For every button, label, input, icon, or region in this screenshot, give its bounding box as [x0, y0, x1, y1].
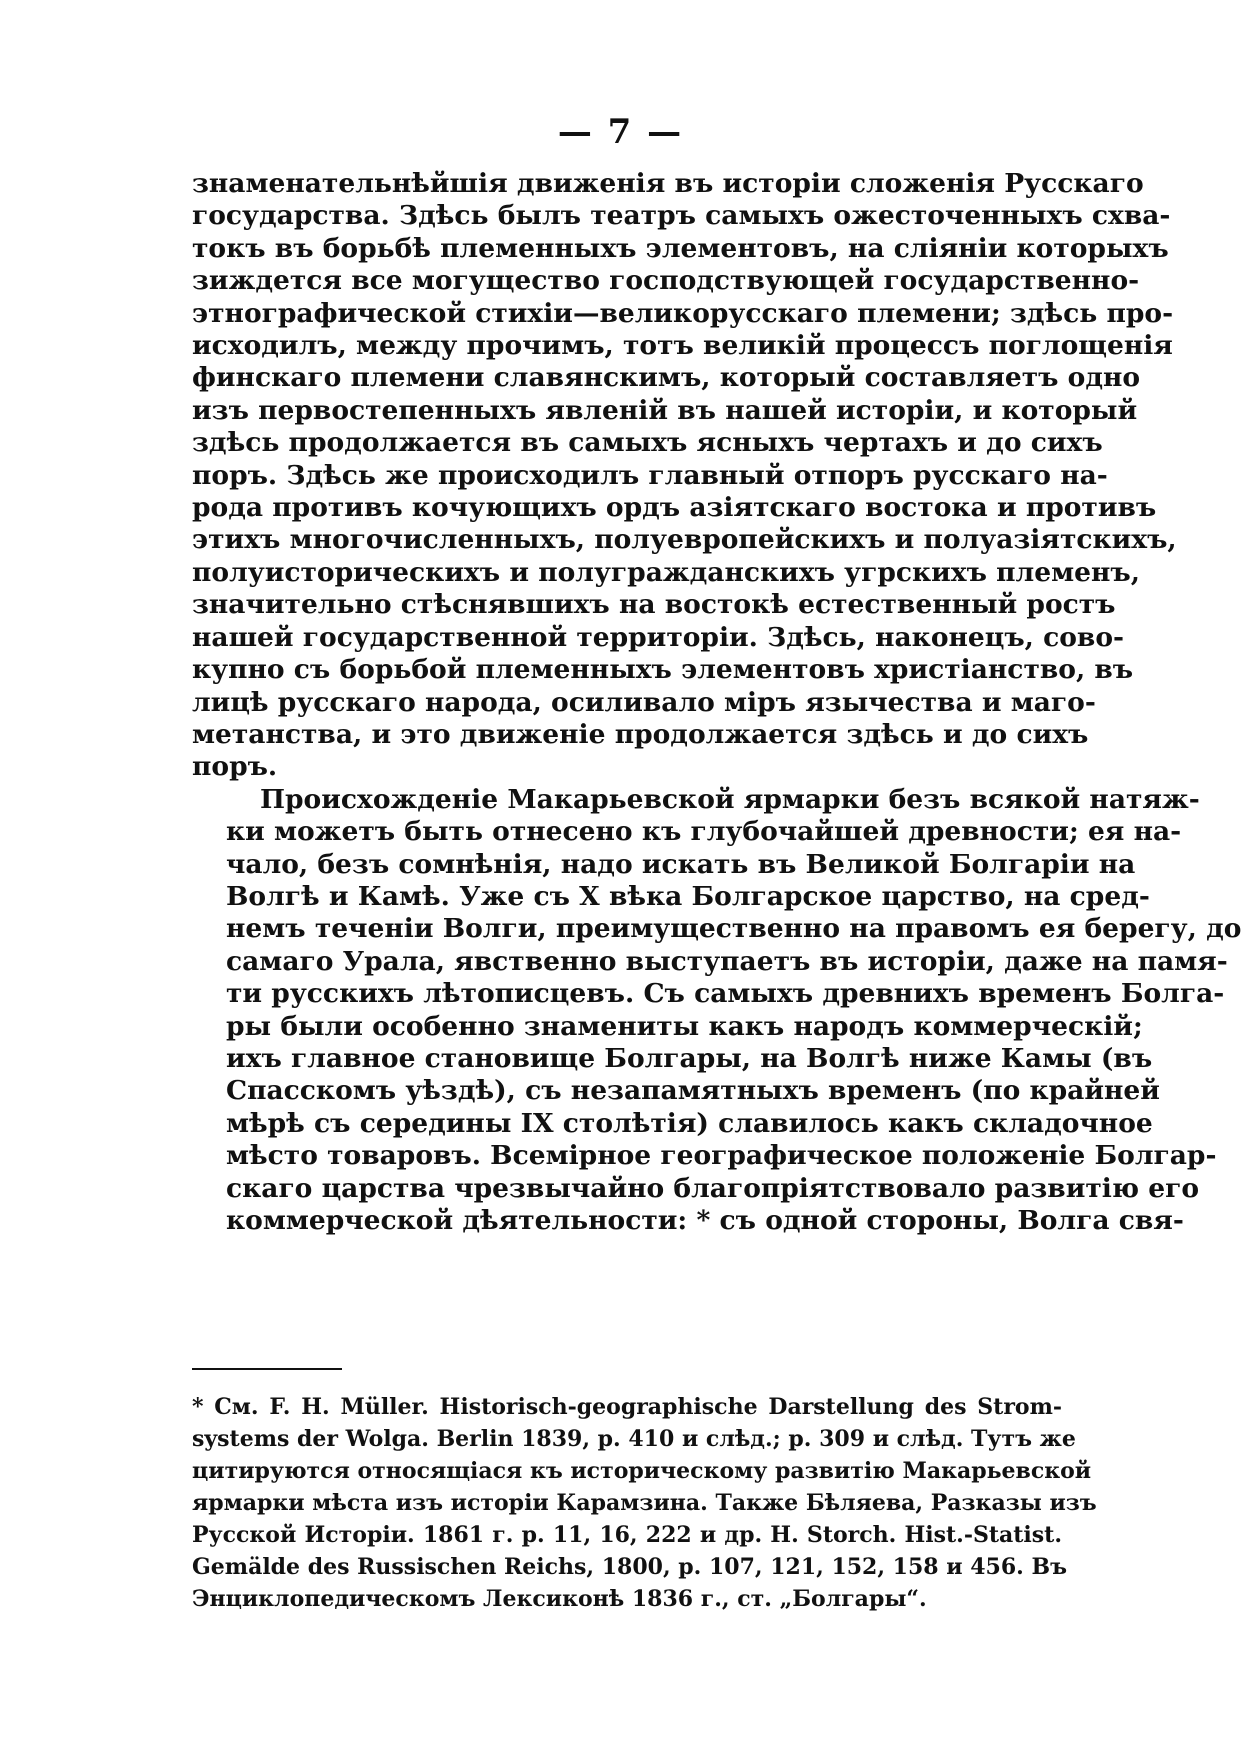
text-line: этихъ многочисленныхъ, полуевропейскихъ и полуазіятскихъ,	[192, 524, 1177, 556]
text-line: ры были особенно знамениты какъ народъ коммерческій;	[226, 1010, 1143, 1042]
footnote-line: цитируются относящіася къ историческому развитію Макарьевской	[192, 1458, 1092, 1484]
text-line: чало, безъ сомнѣнія, надо искать въ Великой Болгаріи на	[226, 848, 1136, 880]
text-line: Волгѣ и Камѣ. Уже съ X вѣка Болгарское царство, на сред-	[226, 880, 1150, 912]
text-line: купно съ борьбой племенныхъ элементовъ христіанство, въ	[192, 654, 1134, 686]
text-line: рода противъ кочующихъ ордъ азіятскаго востока и противъ	[192, 492, 1157, 524]
text-line: здѣсь продолжается въ самыхъ ясныхъ чертахъ и до сихъ	[192, 427, 1103, 459]
text-line: метанства, и это движеніе продолжается здѣсь и до сихъ	[192, 718, 1089, 750]
text-line: финскаго племени славянскимъ, который составляетъ одно	[192, 362, 1141, 394]
text-line: ихъ главное становище Болгары, на Волгѣ ниже Камы (въ	[226, 1042, 1153, 1074]
text-line: этнографической стихіи—великорусскаго племени; здѣсь про-	[192, 297, 1174, 329]
text-line: немъ теченіи Волги, преимущественно на правомъ ея берегу, до	[226, 913, 1241, 945]
text-line: поръ. Здѣсь же происходилъ главный отпоръ русскаго на-	[192, 459, 1108, 491]
text-line: мѣрѣ съ середины IX столѣтія) славилось какъ складочное	[226, 1107, 1153, 1139]
text-line: поръ.	[192, 751, 278, 783]
footnote-line: ярмарки мѣста изъ исторіи Карамзина. Также Бѣляева, Разказы изъ	[192, 1490, 1097, 1516]
text-line: изъ первостепенныхъ явленій въ нашей исторіи, и который	[192, 394, 1138, 426]
footnote-line: Русской Исторіи. 1861 г. p. 11, 16, 222 и др. H. Storch. Hist.-Statist.	[192, 1522, 1062, 1548]
footnote-divider	[192, 1368, 342, 1370]
text-line: полуисторическихъ и полугражданскихъ угрскихъ племенъ,	[192, 556, 1140, 588]
text-line: знаменательнѣйшія движенія въ исторіи сложенія Русскаго	[192, 168, 1144, 199]
text-line: скаго царства чрезвычайно благопріятствовало развитію его	[226, 1172, 1200, 1204]
text-line: зиждется все могущество господствующей государственно-	[192, 265, 1140, 297]
paragraph-1	[192, 168, 1177, 784]
text-line: значительно стѣснявшихъ на востокѣ естественный ростъ	[192, 589, 1116, 621]
paragraph-2	[192, 783, 1241, 1238]
text-line: мѣсто товаровъ. Всемірное географическое положеніе Болгар-	[226, 1140, 1217, 1172]
footnote-line: Gemälde des Russischen Reichs, 1800, p. 107, 121, 152, 158 и 456. Въ	[192, 1554, 1067, 1580]
text-line: нашей государственной территоріи. Здѣсь, наконецъ, сово-	[192, 621, 1125, 653]
footnote-line: * См. F. H. Müller. Historisch-geographische Darstellung des Strom-	[192, 1394, 1062, 1420]
text-line: самаго Урала, явственно выступаетъ въ исторіи, даже на памя-	[226, 945, 1228, 977]
footnote-line: systems der Wolga. Berlin 1839, p. 410 и слѣд.; p. 309 и слѣд. Тутъ же	[192, 1426, 1076, 1452]
text-line: государства. Здѣсь былъ театръ самыхъ ожесточенныхъ схва-	[192, 200, 1171, 232]
text-line: ти русскихъ лѣтописцевъ. Съ самыхъ древнихъ временъ Болга-	[226, 978, 1225, 1010]
text-line: коммерческой дѣятельности: * съ одной стороны, Волга свя-	[226, 1205, 1184, 1236]
text-line: токъ въ борьбѣ племенныхъ элементовъ, на сліяніи которыхъ	[192, 232, 1169, 264]
main-text	[192, 168, 1241, 1237]
footnote-line: Энциклопедическомъ Лексиконѣ 1836 г., ст. „Болгары“.	[192, 1586, 927, 1612]
footnote	[192, 1391, 1097, 1615]
text-line: Происхожденіе Макарьевской ярмарки безъ всякой натяж-	[260, 783, 1200, 815]
text-line: лицѣ русскаго народа, осиливало міръ язычества и маго-	[192, 686, 1096, 718]
text-line: ки можетъ быть отнесено къ глубочайшей древности; ея на-	[226, 816, 1182, 848]
text-line: исходилъ, между прочимъ, тотъ великій процессъ поглощенія	[192, 330, 1173, 362]
text-line: Спасскомъ уѣздѣ), съ незапамятныхъ временъ (по крайней	[226, 1075, 1160, 1107]
page-number: — 7 —	[557, 112, 684, 152]
